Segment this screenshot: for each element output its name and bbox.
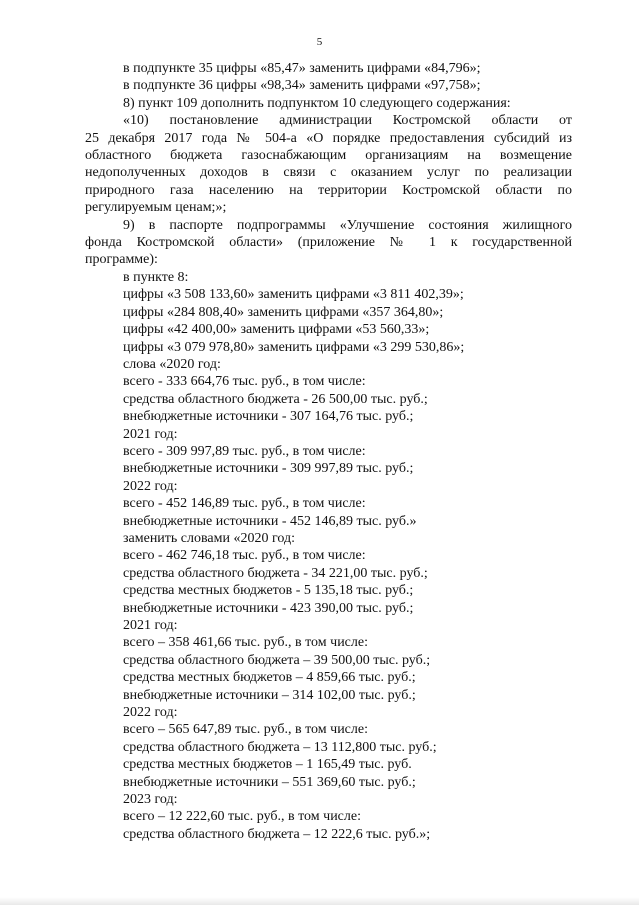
text-line: в подпункте 36 цифры «98,34» заменить цифрами «97,758»; [123, 78, 481, 94]
text-line: 25 декабря 2017 года № 504-а «О порядке предоставления субсидий из [85, 130, 572, 146]
list-item: всего – 565 647,89 тыс. руб., в том числе: [123, 722, 368, 738]
list-item: средства местных бюджетов – 4 859,66 тыс. руб.; [123, 670, 416, 686]
text-line: недополученных доходов в связи с оказанием услуг по реализации [85, 165, 572, 181]
list-item: всего - 333 664,76 тыс. руб., в том числе: [123, 374, 366, 390]
list-item: средства областного бюджета - 34 221,00 тыс. руб.; [123, 565, 428, 581]
list-item: 2023 год: [123, 792, 178, 808]
list-item: средства областного бюджета – 13 112,800 тыс. руб.; [123, 739, 437, 755]
list-item: всего – 358 461,66 тыс. руб., в том числе: [123, 635, 368, 651]
list-item: средства местных бюджетов – 1 165,49 тыс. руб. [123, 757, 412, 773]
list-item: внебюджетные источники - 309 997,89 тыс. руб.; [123, 461, 414, 477]
list-item: внебюджетные источники – 551 369,60 тыс. руб.; [123, 774, 416, 790]
amendment-list [85, 269, 572, 843]
list-item: средства областного бюджета – 12 222,6 тыс. руб.»; [123, 826, 431, 842]
list-item: всего - 309 997,89 тыс. руб., в том числе: [123, 443, 366, 459]
page-number: 5 [316, 36, 323, 48]
list-item: внебюджетные источники - 307 164,76 тыс. руб.; [123, 409, 414, 425]
list-item: всего - 452 146,89 тыс. руб., в том числе: [123, 496, 366, 512]
text-line: областного бюджета газоснабжающим организациям на возмещение [85, 148, 572, 164]
list-item: цифры «3 079 978,80» заменить цифрами «3 299 530,86»; [123, 339, 465, 355]
paragraph-item-10 [85, 112, 572, 216]
list-item: цифры «42 400,00» заменить цифрами «53 560,33»; [123, 322, 430, 338]
page-bottom-edge [0, 897, 639, 905]
list-item: заменить словами «2020 год: [123, 530, 295, 546]
list-item: средства областного бюджета - 26 500,00 тыс. руб.; [123, 391, 428, 407]
document-body [85, 60, 572, 843]
text-line: 9) в паспорте подпрограммы «Улучшение состояния жилищного [123, 217, 572, 233]
list-item: всего – 12 222,60 тыс. руб., в том числе: [123, 809, 361, 825]
list-item: 2022 год: [123, 705, 178, 721]
list-item: средства местных бюджетов - 5 135,18 тыс. руб.; [123, 583, 414, 599]
list-item: внебюджетные источники - 423 390,00 тыс. руб.; [123, 600, 414, 616]
text-line: в подпункте 35 цифры «85,47» заменить цифрами «84,796»; [123, 61, 481, 76]
list-item: цифры «284 808,40» заменить цифрами «357 364,80»; [123, 304, 444, 320]
list-item: 2021 год: [123, 618, 178, 633]
list-item: всего - 462 746,18 тыс. руб., в том числе: [123, 548, 366, 564]
list-item: цифры «3 508 133,60» заменить цифрами «3 811 402,39»; [123, 287, 464, 303]
list-item: внебюджетные источники - 452 146,89 тыс. руб.» [123, 513, 417, 529]
text-line: регулируемым ценам;»; [85, 200, 227, 216]
text-line: программе): [85, 252, 158, 268]
list-item: в пункте 8: [123, 269, 189, 285]
list-item: средства областного бюджета – 39 500,00 тыс. руб.; [123, 652, 431, 668]
list-item: 2021 год: [123, 426, 178, 442]
list-item: 2022 год: [123, 478, 178, 494]
paragraph-item-9 [85, 217, 572, 269]
list-item: внебюджетные источники – 314 102,00 тыс. руб.; [123, 687, 416, 703]
text-line: фонда Костромской области» (приложение № 1 к государственной [85, 235, 572, 251]
text-line: природного газа населению на территории Костромской области по [85, 182, 572, 198]
text-line: 8) пункт 109 дополнить подпунктом 10 следующего содержания: [123, 95, 511, 111]
list-item: слова «2020 год: [123, 356, 221, 372]
text-line: «10) постановление администрации Костромской области от [123, 113, 572, 129]
